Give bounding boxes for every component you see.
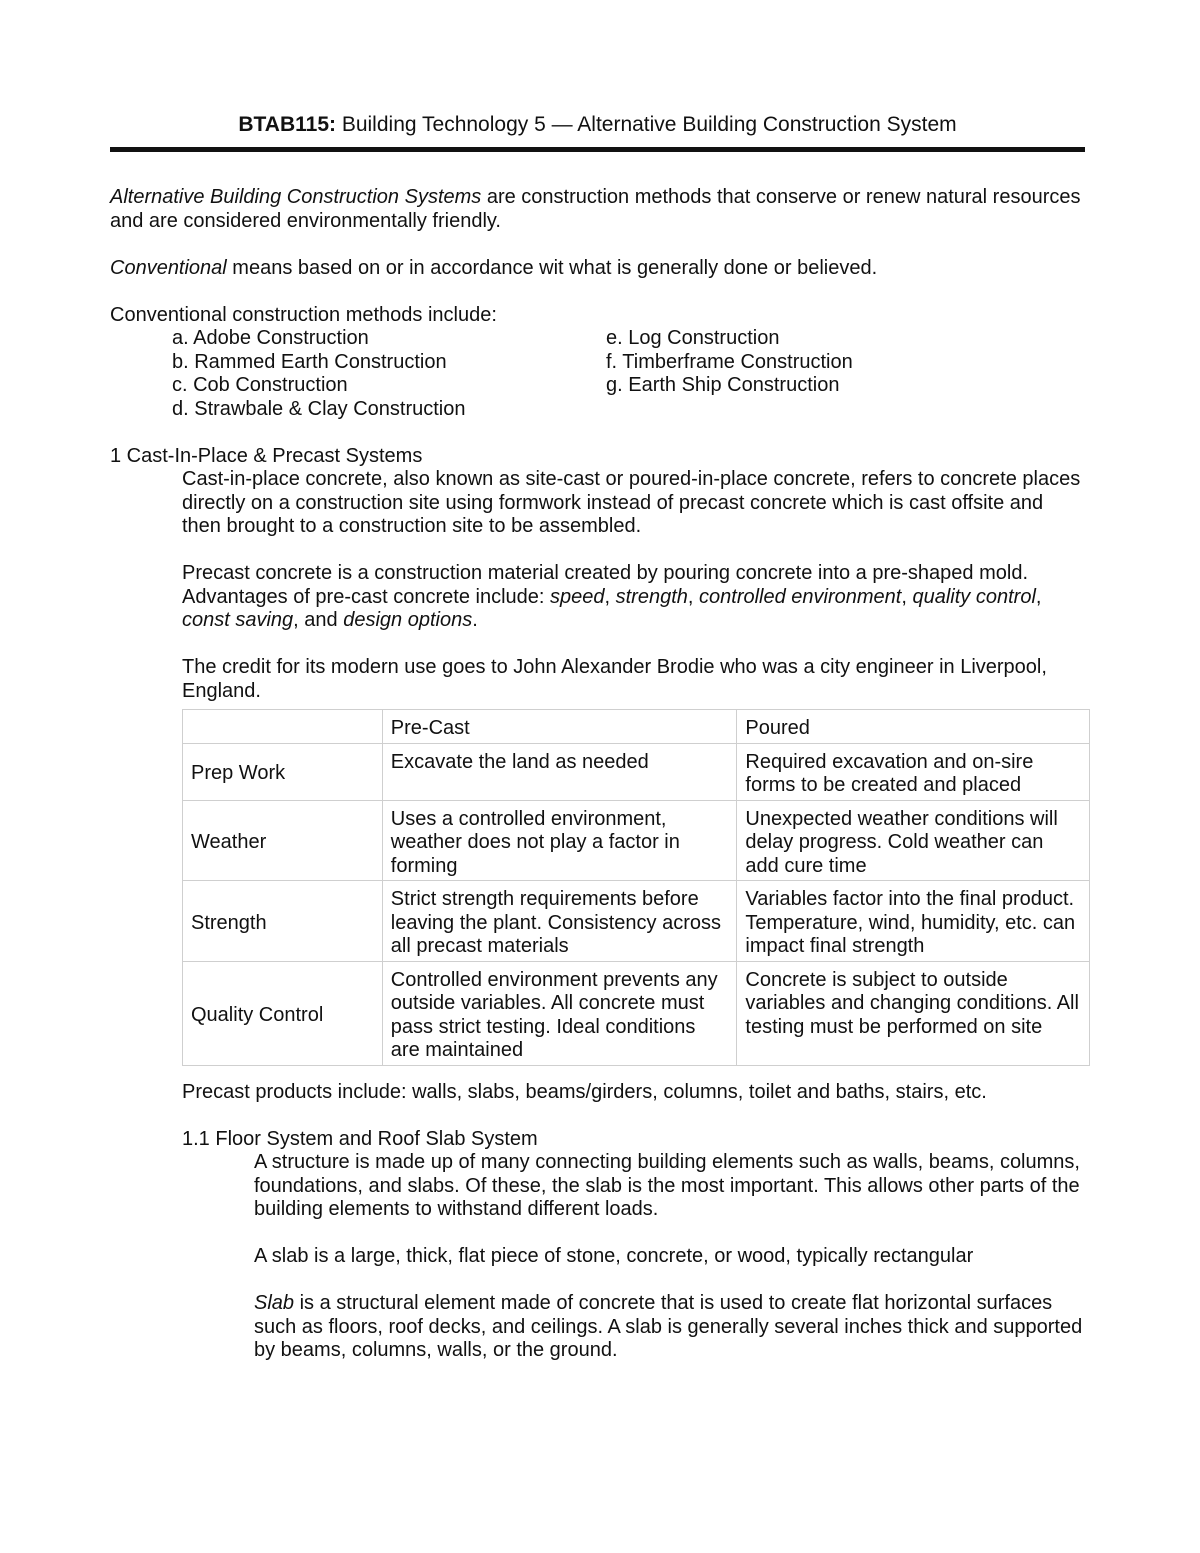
methods-heading: Conventional construction methods include: [110,303,497,326]
row-label: Quality Control [183,961,383,1065]
separator: . [472,609,478,631]
section-1-1-heading: 1.1 Floor System and Roof Slab System [182,1127,538,1150]
separator: , [901,585,913,608]
table-row [183,800,1090,881]
course-code: BTAB115: [238,113,336,136]
table-cell: Uses a controlled environment, weather does not play a factor in forming [382,800,737,881]
section-1-para-2 [182,562,1085,633]
comparison-table [182,709,1090,1066]
table-cell: Concrete is subject to outside variables and changing conditions. All testing must be performed on site [737,961,1090,1065]
method-item: g. Earth Ship Construction [606,374,840,396]
separator: , [604,585,616,608]
document-title: Building Technology 5 — Alternative Building Construction System [336,113,957,136]
advantage-term: design options [343,609,473,631]
advantage-term: const saving [182,609,294,631]
separator: , and [293,609,344,631]
table-row [183,881,1090,962]
precast-products: Precast products include: walls, slabs, beams/girders, columns, toilet and baths, stairs, etc. [182,1080,987,1103]
row-label: Prep Work [183,743,383,800]
method-item: c. Cob Construction [172,374,348,396]
table-header-cell: Pre-Cast [382,710,737,744]
document-body [110,186,1085,1363]
method-item: a. Adobe Construction [172,327,369,349]
methods-list [172,327,1085,421]
definition-text: are construction methods that conserve or renew natural resources and are considered environmentally friendly. [110,186,1081,232]
methods-column-right [606,327,1040,421]
advantage-term: strength [615,585,688,608]
table-cell: Strict strength requirements before leaving the plant. Consistency across all precast materials [382,881,737,962]
para-text: is a structural element made of concrete that is used to create flat horizontal surfaces such as floors, roof decks, and ceilings. A slab is generally several inches thick and supported by beams, columns, walls, or the ground. [254,1292,1083,1361]
section-1-para-3: The credit for its modern use goes to John Alexander Brodie who was a city engineer in Liverpool, England. [182,656,1047,702]
section-1-1-para-3 [254,1292,1085,1363]
table-row [183,961,1090,1065]
method-item: d. Strawbale & Clay Construction [172,397,466,420]
document-header [110,113,1085,137]
table-header-row [183,710,1090,744]
methods-column-left [172,327,606,421]
term-conventional: Conventional [110,256,227,279]
intro-definition-2 [110,257,1085,281]
term-slab: Slab [254,1292,295,1314]
method-item: b. Rammed Earth Construction [172,350,447,373]
method-item: e. Log Construction [606,327,780,349]
separator: , [1035,585,1042,608]
advantage-term: speed [550,585,605,608]
row-label: Weather [183,800,383,881]
para-text: Precast concrete is a construction material created by pouring concrete into a pre-shaped mold. Advantages of pre-cast concrete include: [182,562,1028,608]
table-header-cell: Poured [737,710,1090,744]
section-1-heading: 1 Cast-In-Place & Precast Systems [110,444,423,467]
header-rule [110,147,1085,152]
advantage-term: controlled environment [699,585,902,608]
method-item: f. Timberframe Construction [606,350,853,373]
intro-definition-1 [110,186,1085,233]
section-1-1-para-2: A slab is a large, thick, flat piece of stone, concrete, or wood, typically rectangular [254,1245,974,1267]
separator: , [687,585,700,608]
table-header-cell [183,710,383,744]
term-alternative-systems: Alternative Building Construction Systems [110,186,482,208]
table-cell: Excavate the land as needed [382,743,737,800]
advantage-term: quality control [912,585,1036,608]
definition-text: means based on or in accordance wit what is generally done or believed. [226,256,878,279]
table-cell: Required excavation and on-sire forms to be created and placed [737,743,1090,800]
section-1-1-para-1: A structure is made up of many connecting building elements such as walls, beams, columns, foundations, and slabs. Of these, the slab is the most important. This allows other parts of the building elements to withstand different loads. [254,1151,1080,1220]
table-cell: Unexpected weather conditions will delay progress. Cold weather can add cure time [737,800,1090,881]
row-label: Strength [183,881,383,962]
table-cell: Controlled environment prevents any outside variables. All concrete must pass strict testing. Ideal conditions are maintained [382,961,737,1065]
section-1-para-1: Cast-in-place concrete, also known as site-cast or poured-in-place concrete, refers to concrete places directly on a construction site using formwork instead of precast concrete which is cast offsite and then brought to a construction site to be assembled. [182,468,1081,537]
table-row [183,743,1090,800]
table-cell: Variables factor into the final product. Temperature, wind, humidity, etc. can impact final strength [737,881,1090,962]
